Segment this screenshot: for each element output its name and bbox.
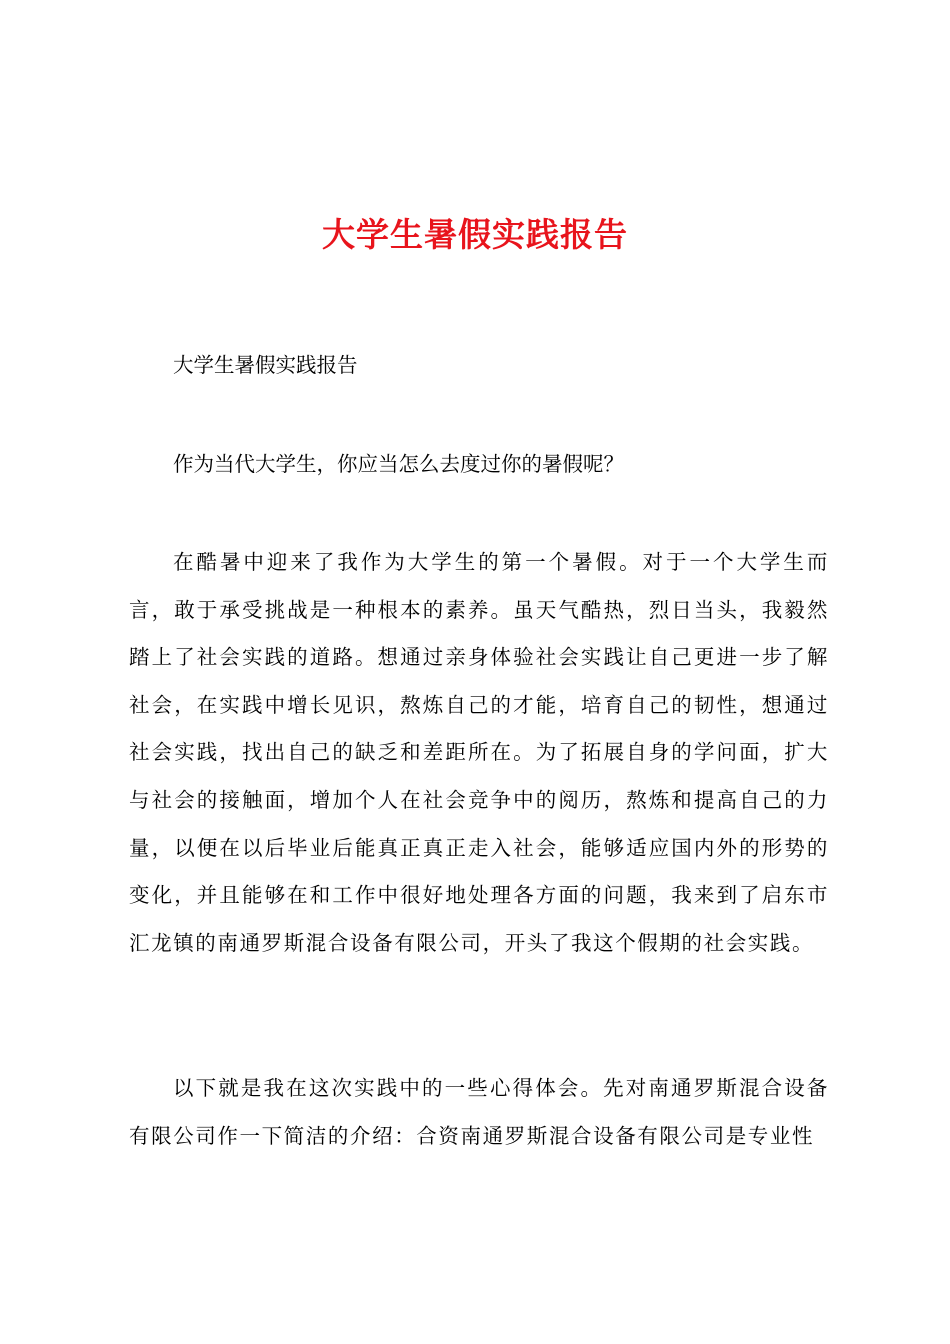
paragraph-question: 作为当代大学生，你应当怎么去度过你的暑假呢？ (173, 452, 624, 476)
document-title: 大学生暑假实践报告 (322, 215, 628, 254)
paragraph-body-1: 在酷暑中迎来了我作为大学生的第一个暑假。对于一个大学生而言，敢于承受挑战是一种根本的素养。虽天气酷热，烈日当头，我毅然踏上了社会实践的道路。想通过亲身体验社会实践让自己更进一步了解社会，在实践中增长见识，熬炼自己的才能，培育自己的韧性，想通过社会实践，找出自己的缺乏和差距所在。为了拓展自身的学问面，扩大与社会的接触面，增加个人在社会竞争中的阅历，熬炼和提高自己的力量，以便在以后毕业后能真正真正走入社会，能够适应国内外的形势的变化，并且能够在和工作中很好地处理各方面的问题，我来到了启东市汇龙镇的南通罗斯混合设备有限公司，开头了我这个假期的社会实践。 (129, 550, 829, 955)
paragraph-body-2: 以下就是我在这次实践中的一些心得体会。先对南通罗斯混合设备有限公司作一下简洁的介绍：合资南通罗斯混合设备有限公司是专业性 (129, 1076, 829, 1148)
paragraph-subtitle: 大学生暑假实践报告 (173, 353, 358, 377)
